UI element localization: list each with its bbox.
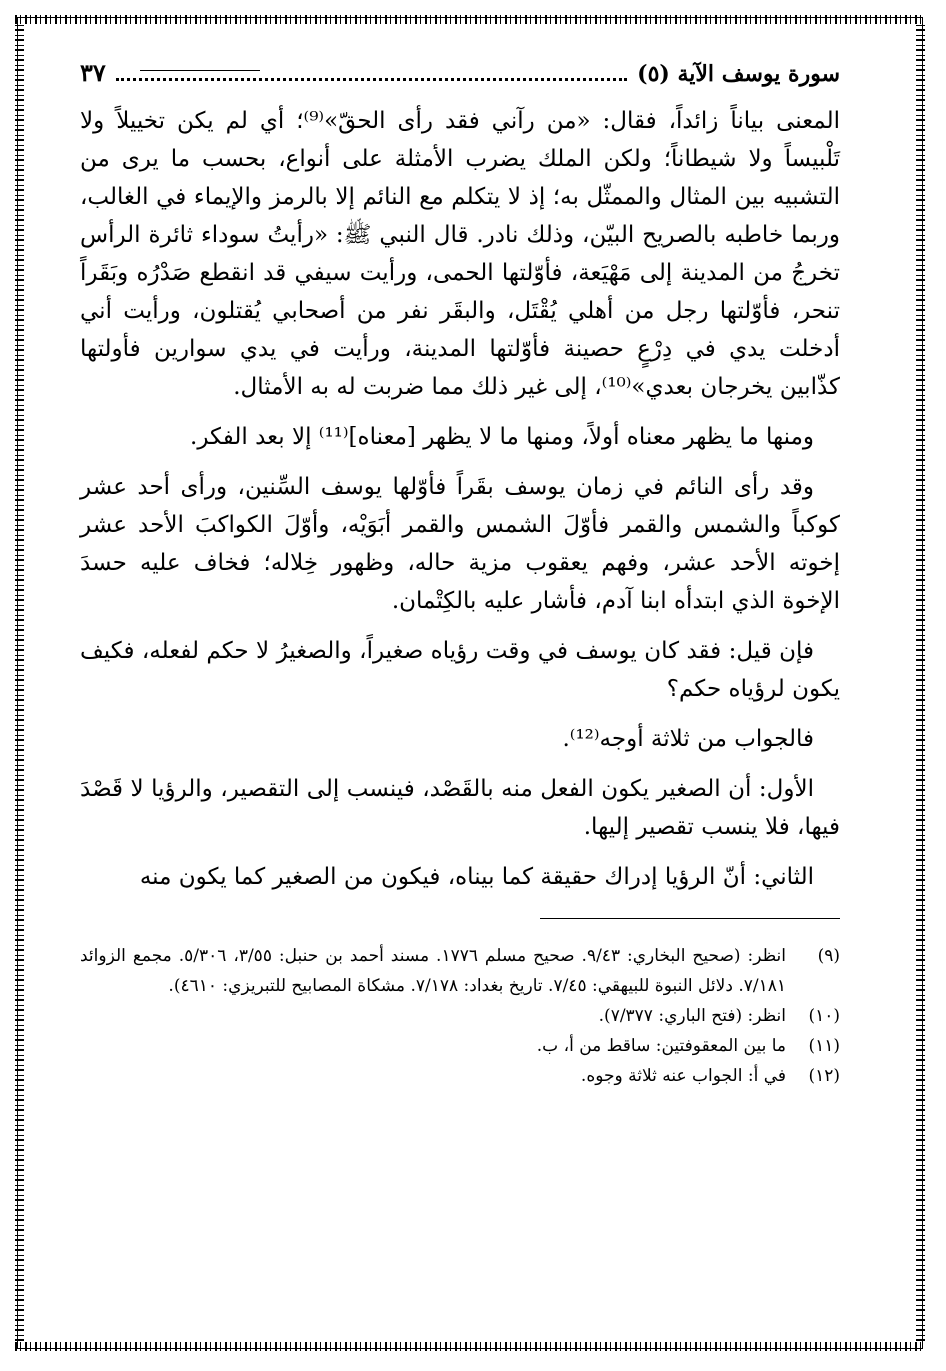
footnote-number: (١٢): [808, 1066, 840, 1086]
footnote-number: (٩): [817, 946, 840, 966]
footnote: [80, 1001, 840, 1031]
footnote-separator: [540, 918, 840, 919]
footnotes: [80, 941, 840, 1091]
footnote-text: ما بين المعقوفتين: ساقط من أ، ب.: [536, 1036, 786, 1056]
footnote: [80, 1031, 840, 1061]
paragraph: الثاني: أنّ الرؤيا إدراك حقيقة كما بيناه، فيكون من الصغير كما يكون منه: [139, 864, 814, 890]
footnote-text: انظر: (فتح الباري: ٧/٣٧٧).: [598, 1006, 786, 1026]
paragraph: فالجواب من ثلاثة أوجه⁽¹²⁾.: [562, 726, 814, 752]
page-number: ٣٧: [80, 58, 106, 87]
footnote: [80, 1061, 840, 1091]
running-header: [80, 58, 840, 102]
footnote: [80, 941, 840, 1001]
paragraph: المعنى بياناً زائداً، فقال: «من رآني فقد رأى الحقّ»⁽⁹⁾؛ أي لم يكن تخييلاً ولا تَلْبيساً ولا شيطاناً؛ ولكن الملك يضرب الأمثلة على أنواع، بحسب ما يرى من التشبيه بين المثال والممثّل به؛ إذ لا يتكلم مع النائم إلا بالرمز والإيماء في الغالب، وربما خاطبه بالصريح البيّن، وذلك نادر. قال النبي ﷺ: «رأيتُ سوداء ثائرة الرأس تخرجُ من المدينة إلى مَهْيَعة، فأوّلتها الحمى، ورأيت سيفي قد انقطع صَدْرُه وبَقَراً تنحر، فأوّلتها رجل من أهلي يُقْتَل، والبقَر نفر من أصحابي يُقتلون، ورأيت أني أدخلت يدي في دِرْعٍ حصينة فأوّلتها المدينة، ورأيت في يدي سوارين فأولتها كذّابين يخرجان بعدي»⁽¹⁰⁾، إلى غير ذلك مما ضربت له به الأمثال.: [80, 108, 840, 400]
footnote-text: في أ: الجواب عنه ثلاثة وجوه.: [580, 1066, 786, 1086]
footnote-text: انظر: (صحيح البخاري: ٩/٤٣. صحيح مسلم ١٧٧٦. مسند أحمد بن حنبل: ٣/٥٥، ٥/٣٠٦. مجمع الزوائد ٧/١٨١. دلائل النبوة للبيهقي: ٧/٤٥. تاريخ بغداد: ٧/١٧٨. مشكاة المصابيح للتبريزي: ٤٦١٠).: [80, 946, 786, 996]
header-title: سورة يوسف الآية (٥): [637, 61, 840, 87]
header-overline: [140, 70, 260, 71]
paragraph: ومنها ما يظهر معناه أولاً، ومنها ما لا يظهر [معناه]⁽¹¹⁾ إلا بعد الفكر.: [190, 424, 814, 450]
footnote-number: (١٠): [808, 1006, 840, 1026]
footnote-number: (١١): [808, 1036, 840, 1056]
header-leader-dots: [116, 62, 627, 81]
paragraph: فإن قيل: فقد كان يوسف في وقت رؤياه صغيراً، والصغيرُ لا حكم لفعله، فكيف يكون لرؤياه حكم؟: [80, 638, 840, 702]
paragraph: الأول: أن الصغير يكون الفعل منه بالقَصْد، فينسب إلى التقصير، والرؤيا لا قَصْدَ فيها، فلا ينسب تقصير إليها.: [80, 776, 840, 840]
body-text: [80, 102, 840, 896]
paragraph: وقد رأى النائم في زمان يوسف بقَراً فأوّلها يوسف السِّنين، ورأى أحد عشر كوكباً والشمس والقمر فأوّلَ الشمس والقمر أبَوَيْه، وأوّلَ الكواكبَ الأحد عشر إخوته الأحد عشر، وفهم يعقوب مزية حاله، وظهور خِلاله؛ فخاف عليه حسدَ الإخوة الذي ابتدأه ابنا آدم، فأشار عليه بالكِتْمان.: [80, 474, 840, 614]
page-content: [80, 58, 840, 1091]
